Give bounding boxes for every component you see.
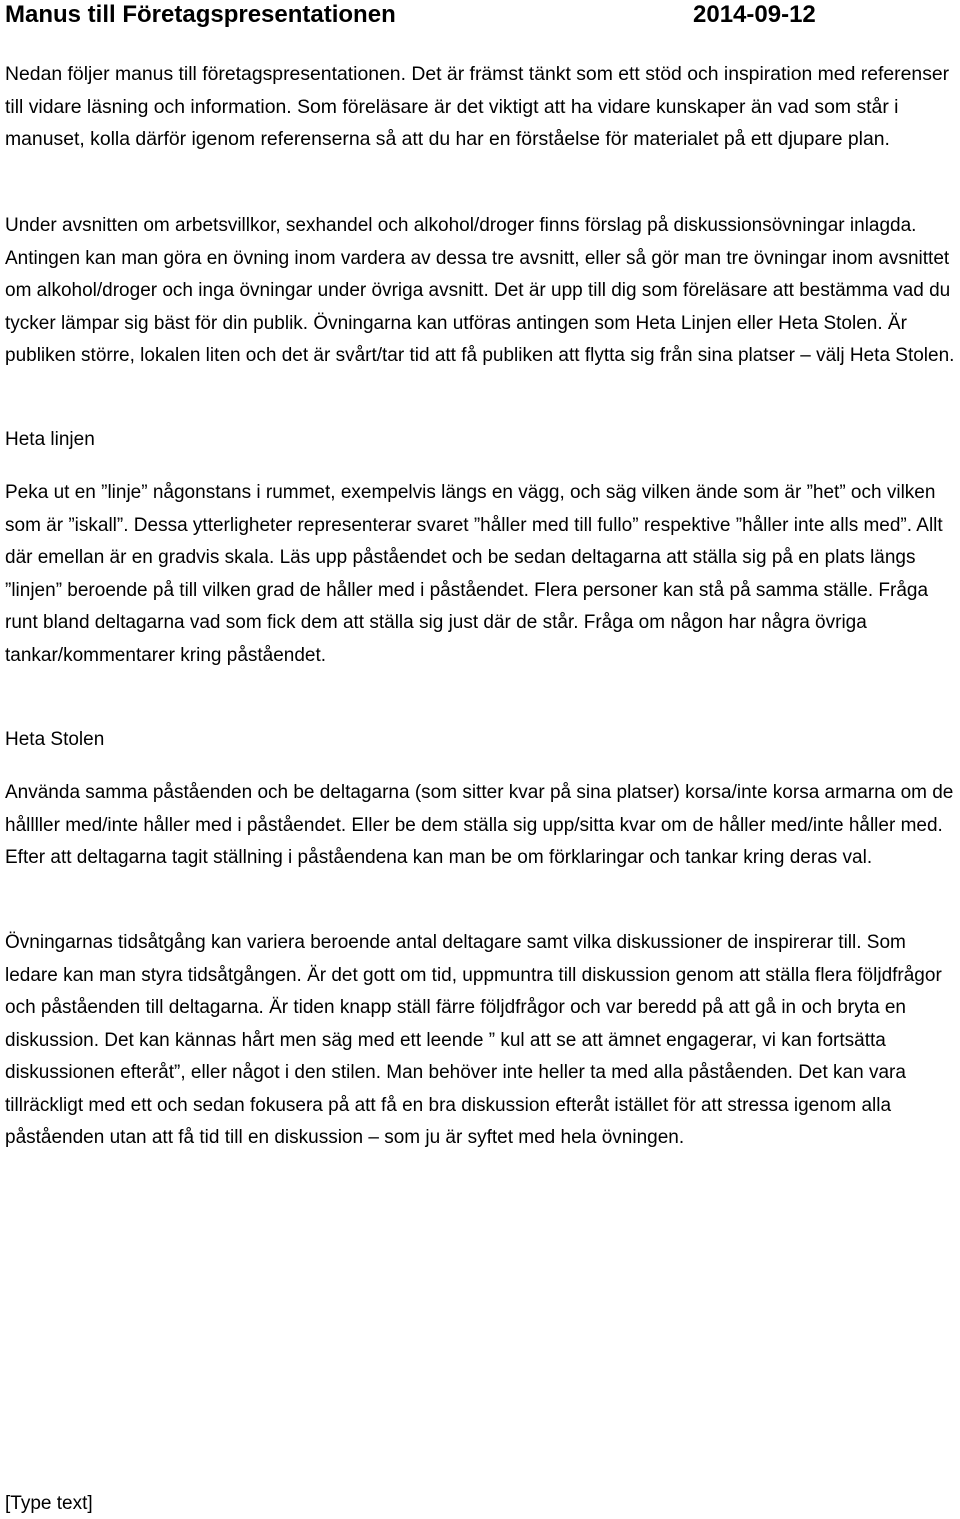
- heta-linjen-heading: Heta linjen: [5, 429, 95, 450]
- heta-stolen-paragraph: Använda samma påståenden och be deltagarna (som sitter kvar på sina platser) korsa/inte korsa armarna om de hållller med/inte håller med i påståendet. Eller be dem ställa sig upp/sitta kvar om de håller med/inte håller med. Efter att deltagarna tagit ställning i påståendena kan man be om förklaringar och tankar kring deras val.: [5, 782, 954, 868]
- intro-paragraph: Nedan följer manus till företagspresentationen. Det är främst tänkt som ett stöd och inspiration med referenser till vidare läsning och information. Som föreläsare är det viktigt att ha vidare kunskaper än vad som står i manuset, kolla därför igenom referenserna så att du har en förståelse för materialet på ett djupare plan.: [5, 63, 950, 150]
- timing-paragraph: Övningarnas tidsåtgång kan variera beroende antal deltagare samt vilka diskussioner de inspirerar till. Som ledare kan man styra tidsåtgången. Är det gott om tid, uppmuntra till diskussion genom att ställa flera följdfrågor och påståenden till deltagarna. Är tiden knapp ställ färre följdfrågor och var beredd på att gå in och bryta en diskussion. Det kan kännas hårt men säg med ett leende ” kul att se att ämnet engagerar, vi kan fortsätta diskussionen efteråt”, eller något i den stilen. Man behöver inte heller ta med alla påståenden. Det kan vara tillräckligt med ett och sedan fokusera på att få en bra diskussion efteråt istället för att stressa igenom alla påståenden utan att få tid till en diskussion – som ju är syftet med hela övningen.: [5, 932, 942, 1148]
- exercises-intro-paragraph: Under avsnitten om arbetsvillkor, sexhandel och alkohol/droger finns förslag på diskussionsövningar inlagda. Antingen kan man göra en övning inom vardera av dessa tre avsnitt, eller så gör man tre övningar inom avsnittet om alkohol/droger och inga övningar under övriga avsnitt. Det är upp till dig som föreläsare att bestämma vad du tycker lämpar sig bäst för din publik. Övningarna kan utföras antingen som Heta Linjen eller Heta Stolen. Är publiken större, lokalen liten och det är svårt/tar tid att få publiken att flytta sig från sina platser – välj Heta Stolen.: [5, 215, 955, 366]
- document-date: 2014-09-12: [693, 1, 816, 28]
- document-header: [5, 0, 955, 32]
- document-title: Manus till Företagspresentationen: [5, 1, 396, 28]
- footer-placeholder: [Type text]: [5, 1493, 93, 1514]
- heta-stolen-heading: Heta Stolen: [5, 729, 105, 750]
- heta-linjen-paragraph: Peka ut en ”linje” någonstans i rummet, exempelvis längs en vägg, och säg vilken ände som är ”het” och vilken som är ”iskall”. Dessa ytterligheter representerar svaret ”håller med till fullo” respektive ”håller inte alls med”. Allt där emellan är en gradvis skala. Läs upp påståendet och be sedan deltagarna att ställa sig på en plats längs ”linjen” beroende på till vilken grad de håller med i påståendet. Flera personer kan stå på samma ställe. Fråga runt bland deltagarna vad som fick dem att ställa sig just där de står. Fråga om någon har några övriga tankar/kommentarer kring påståendet.: [5, 482, 943, 666]
